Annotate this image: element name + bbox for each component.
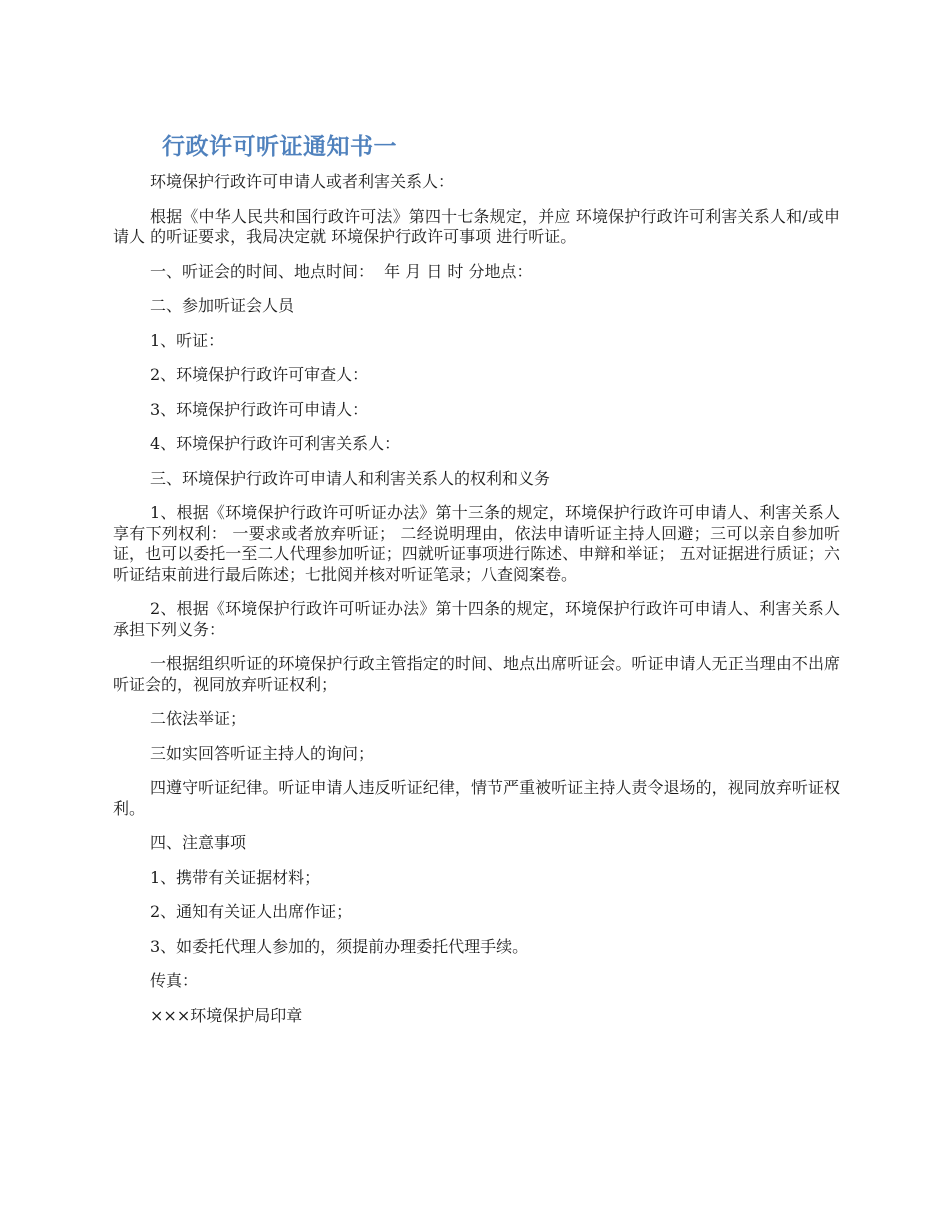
section-heading-rights-duties: 三、环境保护行政许可申请人和利害关系人的权利和义务 [150, 468, 551, 488]
attendee-item: 1、听证： [150, 330, 225, 350]
intro-paragraph: 根据《中华人民共和国行政许可法》第四十七条规定，并应 环境保护行政许可利害关系人和/或申请人 的听证要求，我局决定就 环境保护行政许可事项 进行听证。 [113, 206, 840, 246]
attendee-item: 3、环境保护行政许可申请人： [150, 399, 369, 419]
note-item: 2、通知有关证人出席作证； [150, 902, 353, 921]
duty-item: 四遵守听证纪律。听证申请人违反听证纪律，情节严重被听证主持人责令退场的，视同放弃听证权利。 [113, 778, 840, 818]
duty-item: 一根据组织听证的环境保护行政主管指定的时间、地点出席听证会。听证申请人无正当理由不出席听证会的，视同放弃听证权利； [113, 654, 840, 694]
note-item: 1、携带有关证据材料； [150, 867, 321, 887]
rights-paragraph: 1、根据《环境保护行政许可听证办法》第十三条的规定，环境保护行政许可申请人、利害关系人享有下列权利： 一要求或者放弃听证； 二经说明理由，依法申请听证主持人回避；三可以亲自参加听证，也可以委托一至二人代理参加听证；四就听证事项进行陈述、申辩和举证； 五对证据进行质证；六听证结束前进行最后陈述；七批阅并核对听证笔录；八查阅案卷。 [113, 503, 840, 584]
document-body [113, 172, 840, 1040]
duty-item: 二依法举证； [150, 709, 247, 728]
section-heading-time-place: 一、听证会的时间、地点时间： 年 月 日 时 分地点： [150, 261, 533, 281]
salutation: 环境保护行政许可申请人或者利害关系人： [150, 172, 455, 191]
attendee-item: 2、环境保护行政许可审查人： [150, 365, 369, 384]
duties-paragraph: 2、根据《环境保护行政许可听证办法》第十四条的规定，环境保护行政许可申请人、利害关系人承担下列义务： [113, 599, 840, 639]
seal-line: ×××环境保护局印章 [150, 1005, 303, 1025]
section-heading-notes: 四、注意事项 [150, 833, 247, 852]
document-title: 行政许可听证通知书一 [162, 134, 397, 160]
fax-line: 传真： [150, 971, 199, 990]
section-heading-attendees: 二、参加听证会人员 [150, 296, 295, 315]
attendee-item: 4、环境保护行政许可利害关系人： [150, 434, 401, 453]
note-item: 3、如委托代理人参加的，须提前办理委托代理手续。 [150, 936, 529, 956]
duty-item: 三如实回答听证主持人的询问； [150, 743, 375, 763]
